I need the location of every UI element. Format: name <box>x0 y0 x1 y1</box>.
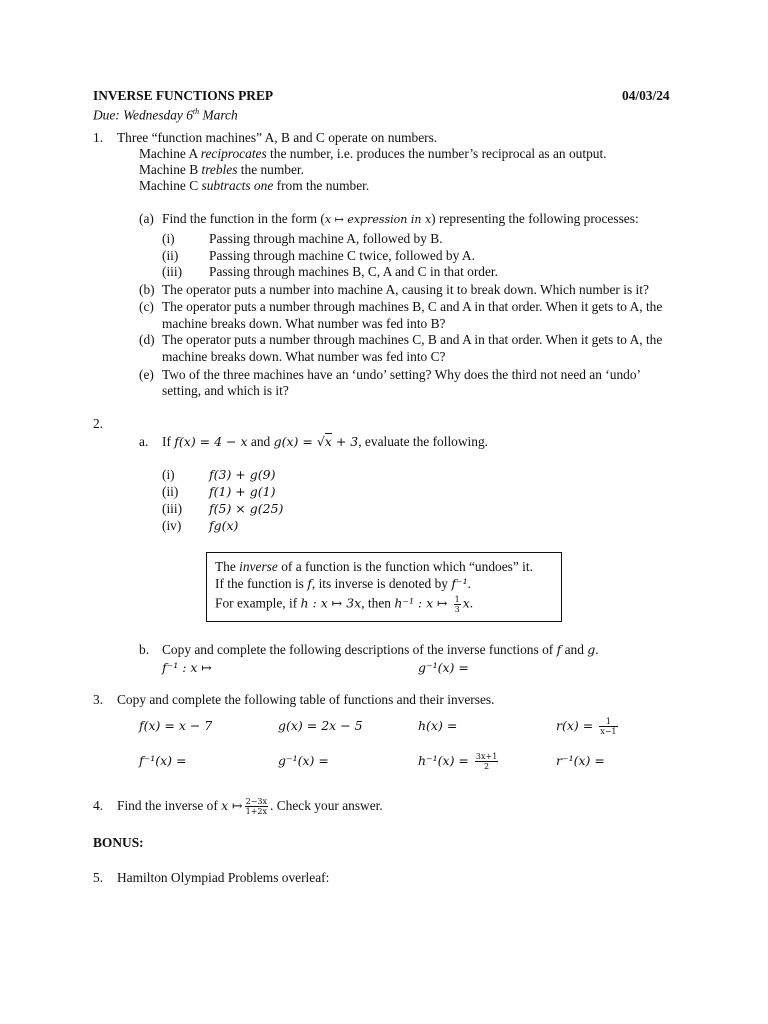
q1a-sub-label: (ii) <box>162 248 179 263</box>
fraction-hinv: $\frac{3x+1}{2}$ <box>475 752 498 772</box>
due-date: Due: Wednesday 6th March <box>93 107 238 123</box>
q3-finv-cell: f⁻¹(x) = <box>139 753 187 768</box>
q2a-label: a. <box>139 434 149 449</box>
q1d-text-line2: machine breaks down. What number was fed into C? <box>162 349 446 364</box>
worksheet-title: INVERSE FUNCTIONS PREP <box>93 88 274 103</box>
q4-text: Find the inverse of x ↦ $\frac{2-3x}{1+2x}$ . Check your answer. <box>117 797 383 817</box>
q1c-label: (c) <box>139 299 154 314</box>
q2a-sub-expr: fg(x) <box>209 518 239 533</box>
q1-machine-b: Machine B trebles the number. <box>139 162 305 177</box>
q3-number: 3. <box>93 692 104 707</box>
q1-number: 1. <box>93 130 104 145</box>
q1a-label: (a) <box>139 211 154 226</box>
q2b-label: b. <box>139 642 150 657</box>
q1b-label: (b) <box>139 282 155 297</box>
q1a-sub-text: Passing through machine C twice, followed by A. <box>209 248 475 263</box>
q1a-sub-text: Passing through machine A, followed by B. <box>209 231 443 246</box>
q3-h-cell: h(x) = <box>418 718 458 733</box>
box-line-3: For example, if h : x ↦ 3x, then h⁻¹ : x ↦ $\frac{1}{3}$ x. <box>215 595 474 614</box>
q3-f-cell: f(x) = x − 7 <box>139 718 213 733</box>
q1d-label: (d) <box>139 332 155 347</box>
q1c-text-line1: The operator puts a number through machines B, C and A in that order. When it gets to A, the <box>162 299 663 314</box>
fraction-one-third: $\frac{1}{3}$ <box>454 595 460 614</box>
q2a-text: If f(x) = 4 − x and g(x) = √x + 3, evaluate the following. <box>162 434 489 449</box>
fraction-q4: $\frac{2-3x}{1+2x}$ <box>245 797 268 817</box>
q1e-text-line1: Two of the three machines have an ‘undo’ setting? Why does the third not need an ‘undo’ <box>162 367 641 382</box>
worksheet-date: 04/03/24 <box>622 88 670 103</box>
q2a-sub-label: (iii) <box>162 501 183 516</box>
q2b-finv-prompt: f⁻¹ : x ↦ <box>162 660 212 675</box>
q3-hinv-cell: h⁻¹(x) = $\frac{3x+1}{2}$ <box>418 752 498 772</box>
q1-machine-a: Machine A reciprocates the number, i.e. produces the number’s reciprocal as an output. <box>139 146 607 161</box>
q2-number: 2. <box>93 416 104 431</box>
fraction-r: $\frac{1}{x-1}$ <box>600 717 617 737</box>
q1a-sub-label: (i) <box>162 231 175 246</box>
q3-rinv-cell: r⁻¹(x) = <box>556 753 605 768</box>
q1c-text-line2: machine breaks down. What number was fed into B? <box>162 316 446 331</box>
q2a-sub-expr: f(3) + g(9) <box>209 467 276 482</box>
q5-text: Hamilton Olympiad Problems overleaf: <box>117 870 330 885</box>
q4-number: 4. <box>93 798 104 813</box>
box-line-1: The inverse of a function is the function which “undoes” it. <box>215 559 533 574</box>
q2a-sub-label: (ii) <box>162 484 179 499</box>
q2a-sub-label: (i) <box>162 467 175 482</box>
q3-text: Copy and complete the following table of functions and their inverses. <box>117 692 495 707</box>
q1e-text-line2: setting, and which is it? <box>162 383 289 398</box>
q1d-text-line1: The operator puts a number through machines C, B and A in that order. When it gets to A, the <box>162 332 663 347</box>
q3-ginv-cell: g⁻¹(x) = <box>278 753 329 768</box>
q1a-sub-label: (iii) <box>162 264 183 279</box>
q2b-ginv-prompt: g⁻¹(x) = <box>418 660 469 675</box>
q5-number: 5. <box>93 870 104 885</box>
q1a-sub-text: Passing through machines B, C, A and C in that order. <box>209 264 498 279</box>
q1a-text: Find the function in the form (x ↦ expression in x) representing the following processes: <box>162 211 639 226</box>
bonus-heading: BONUS: <box>93 835 144 850</box>
q2b-text: Copy and complete the following descriptions of the inverse functions of f and g. <box>162 642 599 657</box>
q2a-sub-expr: f(1) + g(1) <box>209 484 276 499</box>
q2a-sub-label: (iv) <box>162 518 182 533</box>
q1-machine-c: Machine C subtracts one from the number. <box>139 178 370 193</box>
q1e-label: (e) <box>139 367 154 382</box>
box-line-2: If the function is f, its inverse is denoted by f⁻¹. <box>215 576 471 591</box>
q2a-sub-expr: f(5) × g(25) <box>209 501 284 516</box>
q3-g-cell: g(x) = 2x − 5 <box>278 718 363 733</box>
q1-intro: Three “function machines” A, B and C operate on numbers. <box>117 130 438 145</box>
q3-r-cell: r(x) = $\frac{1}{x-1}$ <box>556 717 617 737</box>
q1b-text: The operator puts a number into machine A, causing it to break down. Which number is it? <box>162 282 649 297</box>
